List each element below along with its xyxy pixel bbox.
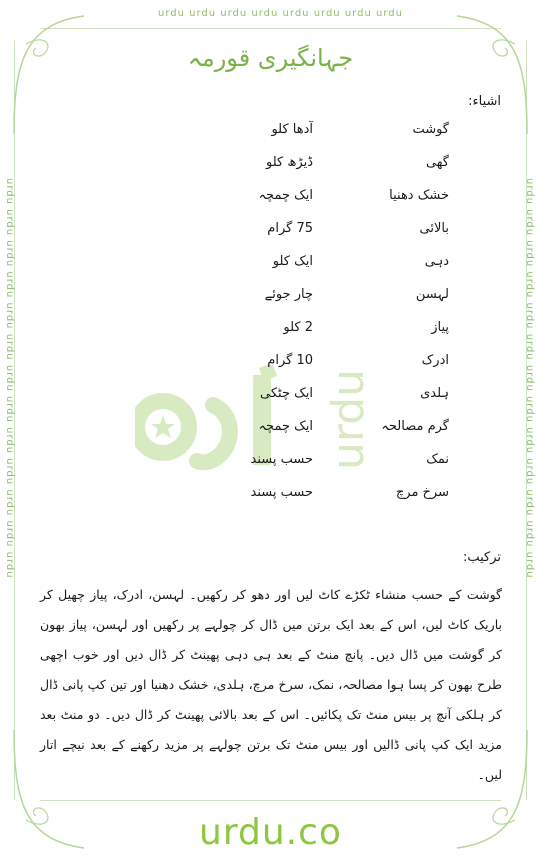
ingredient-quantity: ایک چٹکی [260, 386, 313, 401]
footer-site-name[interactable]: urdu.co [199, 812, 342, 853]
method-label: ترکیب: [462, 550, 501, 565]
ingredient-quantity: حسب پسند [250, 452, 313, 467]
ingredient-name: بالائی [419, 221, 449, 236]
ingredient-name: نمک [426, 452, 449, 467]
ingredient-quantity: ایک کلو [272, 254, 313, 269]
ingredient-name: لہسن [415, 287, 449, 302]
ingredient-quantity: 75 گرام [267, 221, 313, 236]
ingredient-quantity: آدھا کلو [271, 122, 313, 137]
watermark-latin-text: urdu [323, 368, 374, 470]
corner-ornament-top-left [4, 4, 94, 144]
frame-bottom-line [40, 800, 501, 801]
ingredient-name: گرم مصالحہ [381, 419, 449, 434]
recipe-title: جہانگیری قورمہ [187, 44, 354, 72]
frame-top-line [40, 28, 501, 29]
ingredient-quantity: ایک چمچہ [258, 419, 313, 434]
ingredient-name: ہلدی [420, 386, 449, 401]
ingredient-name: سرخ مرچ [395, 485, 449, 500]
ingredient-name: ادرک [421, 353, 449, 368]
ingredient-quantity: ڈیڑھ کلو [266, 155, 313, 170]
border-pattern-left: urdu urdu urdu urdu urdu urdu urdu urdu urdu urdu urdu urdu urdu [4, 178, 15, 579]
corner-ornament-top-right [447, 4, 537, 144]
ingredient-quantity: چار جوئے [264, 287, 313, 302]
ingredient-name: گھی [425, 155, 449, 170]
ingredient-name: گوشت [412, 122, 449, 137]
border-pattern-top: urdu urdu urdu urdu urdu urdu urdu urdu [158, 8, 403, 19]
ingredient-name: دہی [424, 254, 449, 269]
ingredient-name: خشک دھنیا [389, 188, 449, 203]
border-pattern-right: urdu urdu urdu urdu urdu urdu urdu urdu urdu urdu urdu urdu urdu [524, 178, 535, 579]
method-text: گوشت کے حسب منشاء ٹکڑے کاٹ لیں اور دھو کر رکھیں۔ لہسن، ادرک، پیاز چھیل کر باریک کاٹ لیں، اس کے بعد ایک برتن میں ڈال کر چولہے پر رکھیں اور لہسن، پیاز بھون کر گوشت میں ڈال دیں۔ پانچ منٹ کے بعد ہی دہی پھینٹ کر ڈال دیں اور خوب اچھی طرح بھون کر پسا ہوا مصالحہ، نمک، سرخ مرچ، ہلدی، خشک دھنیا اور تین کپ پانی ڈال کر ہلکی آنچ پر بیس منٹ تک پکائیں۔ اس کے بعد بالائی پھینٹ کر ڈال دیں۔ دو منٹ بعد مزید ایک کپ پانی ڈالیں اور بیس منٹ تک برتن چولہے پر مزید رکھنے کے بعد نیچے اتار لیں۔ [40, 587, 502, 782]
ingredient-name: پیاز [431, 320, 449, 335]
ingredient-quantity: ایک چمچہ [258, 188, 313, 203]
ingredients-label: اشیاء: [468, 94, 501, 109]
ingredient-quantity: حسب پسند [250, 485, 313, 500]
ingredient-quantity: 2 کلو [283, 320, 313, 335]
ingredient-quantity: 10 گرام [267, 353, 313, 368]
